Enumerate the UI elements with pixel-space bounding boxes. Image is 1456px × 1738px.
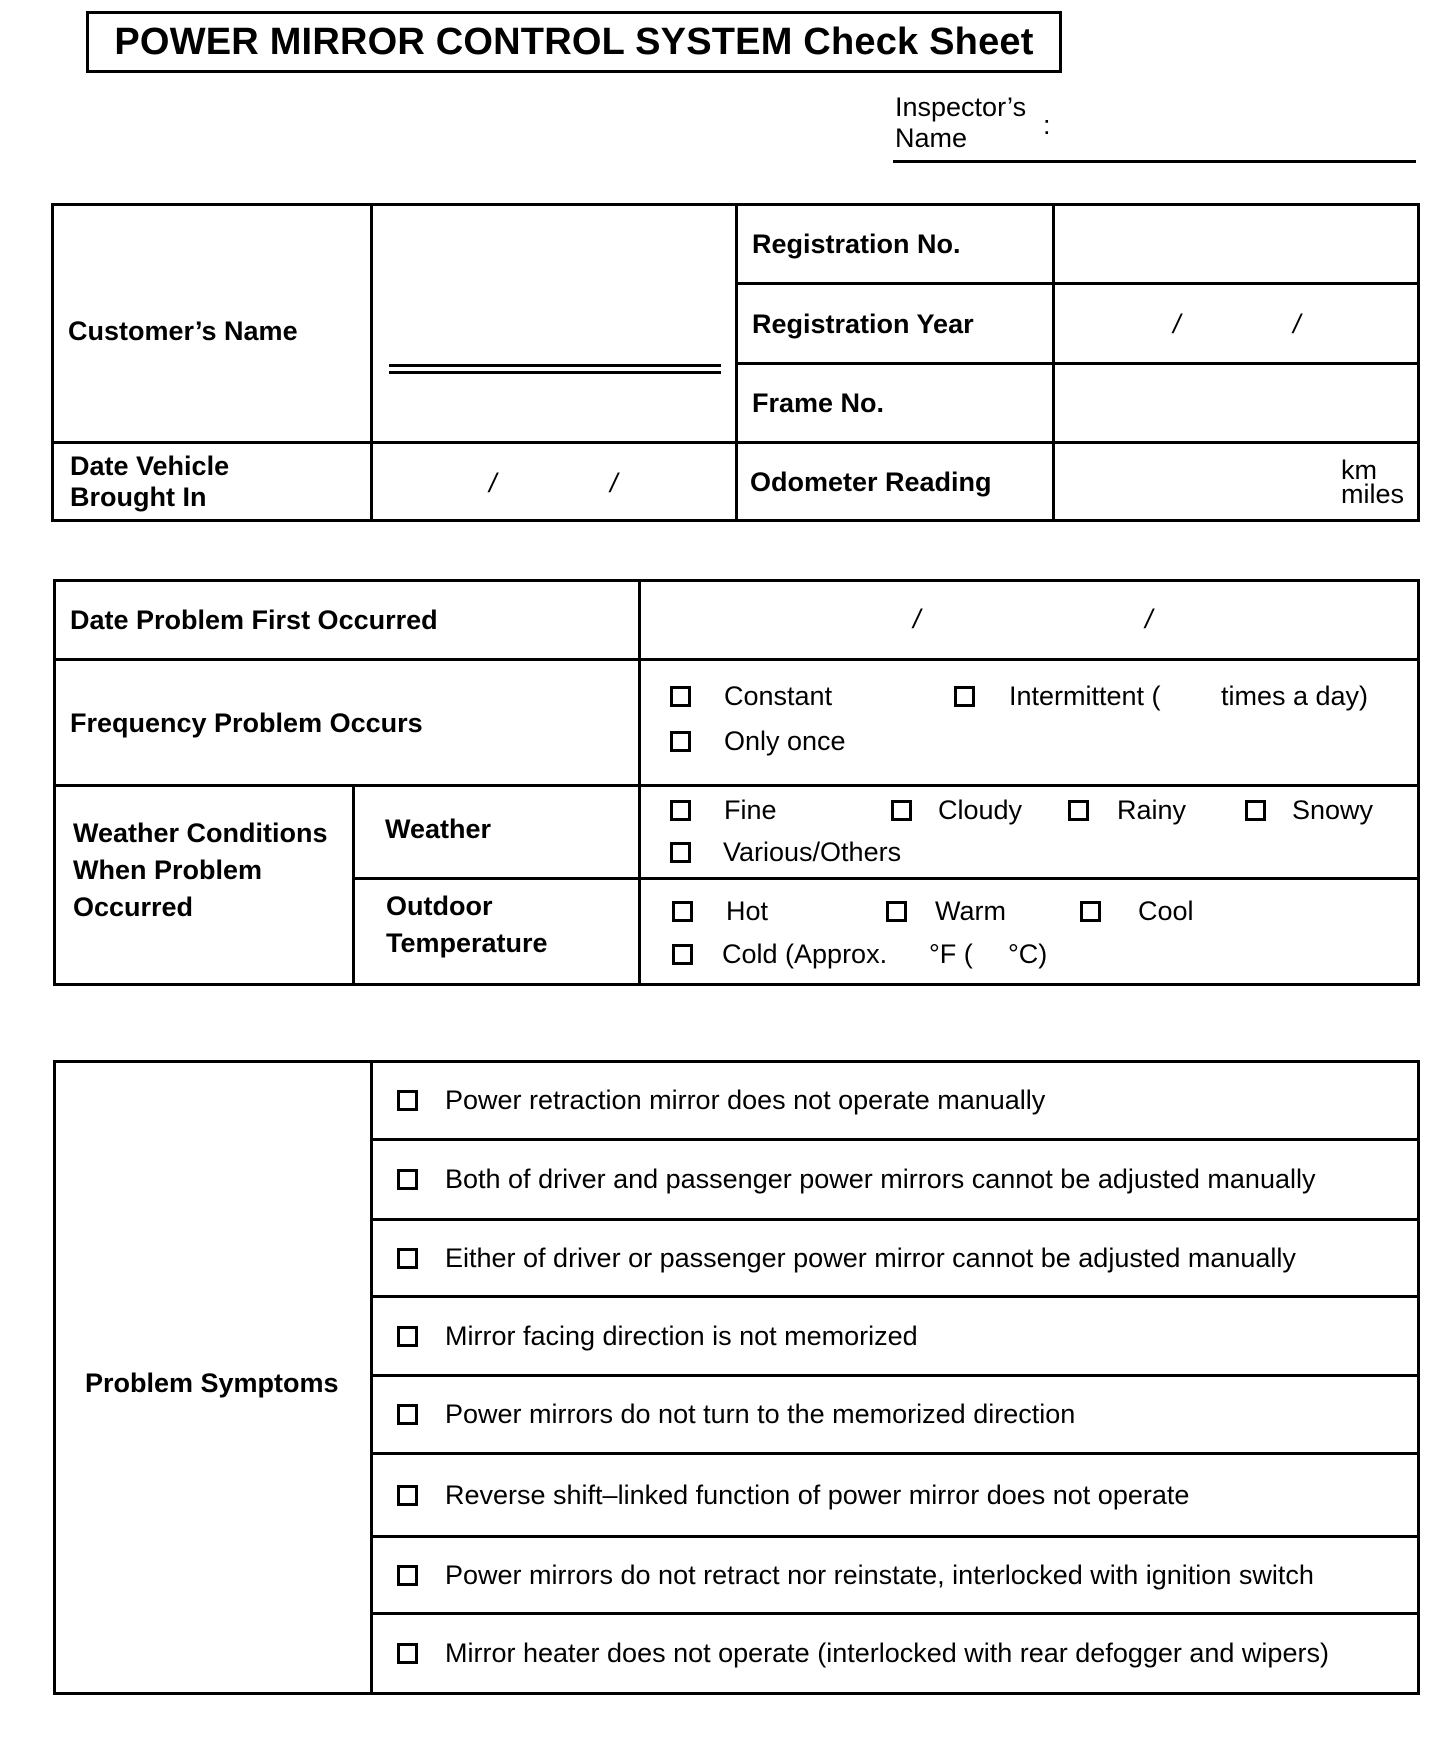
weather-conditions-label: Weather Conditions When Problem Occurred [55,786,354,985]
date-separator: / [913,604,921,634]
symptom-item[interactable] [372,1140,1419,1220]
symptom-text: Power mirrors do not retract nor reinstate, interlocked with ignition switch [445,1559,1314,1590]
checkbox[interactable] [670,686,691,707]
temperature-label: Outdoor Temperature [354,879,640,985]
registration-year-field[interactable] [1054,284,1419,364]
date-separator: / [1293,309,1301,339]
option-cool[interactable]: Cool [1080,896,1194,927]
weather-options [640,786,1419,879]
weather-label: Weather [354,786,640,879]
customer-name-double-line [389,364,721,374]
odometer-unit-miles: miles [1341,479,1405,509]
date-separator: / [1145,604,1153,634]
option-rainy[interactable]: Rainy [1068,795,1186,826]
frequency-label: Frequency Problem Occurs [55,660,640,786]
checkbox[interactable] [397,1090,418,1111]
times-a-day-label: times a day) [1221,681,1369,711]
symptom-item[interactable] [372,1297,1419,1376]
inspector-name-field[interactable] [893,160,1416,163]
date-first-occurred-field[interactable] [640,581,1419,660]
symptom-text: Power mirrors do not turn to the memorized direction [445,1399,1076,1429]
symptom-item[interactable] [372,1376,1419,1454]
date-brought-in-field[interactable] [372,443,737,521]
checkbox[interactable] [672,901,693,922]
frame-no-label: Frame No. [737,364,1054,443]
registration-year-label: Registration Year [737,284,1054,364]
customer-name-field[interactable] [372,205,737,443]
option-constant[interactable]: Constant [670,681,832,712]
date-brought-in-label-line1: Date Vehicle [70,450,230,481]
frame-no-field[interactable] [1054,364,1419,443]
fahrenheit-label: °F ( [929,939,973,969]
date-brought-in-label-line2: Brought In [70,481,207,512]
date-separator: / [1173,309,1181,339]
checkbox[interactable] [397,1248,418,1269]
symptom-item[interactable] [372,1062,1419,1140]
inspector-colon: : [1043,110,1051,140]
temperature-options [640,879,1419,985]
date-separator: / [489,468,497,498]
symptom-text: Power retraction mirror does not operate manually [445,1085,1046,1115]
checkbox[interactable] [672,944,693,965]
symptom-text: Either of driver or passenger power mirror cannot be adjusted manually [445,1242,1296,1273]
option-only-once[interactable]: Only once [670,726,846,757]
registration-no-label: Registration No. [737,205,1054,284]
checkbox[interactable] [670,842,691,863]
customer-name-label: Customer’s Name [53,205,372,443]
checkbox[interactable] [891,800,912,821]
option-fine[interactable]: Fine [670,795,777,826]
symptom-item[interactable] [372,1220,1419,1297]
option-hot[interactable]: Hot [672,896,768,927]
option-warm[interactable]: Warm [886,896,1006,927]
option-cold[interactable]: Cold (Approx. [672,939,887,970]
symptom-row [55,1062,1419,1140]
symptom-text: Both of driver and passenger power mirrors cannot be adjusted manually [445,1164,1316,1194]
symptoms-table [53,1060,1420,1695]
checkbox[interactable] [1080,901,1101,922]
registration-no-field[interactable] [1054,205,1419,284]
checkbox[interactable] [397,1643,418,1664]
odometer-unit-km: km [1341,455,1377,485]
inspector-label-line2: Name [895,123,968,153]
problem-symptoms-label: Problem Symptoms [55,1062,372,1694]
symptom-text: Mirror heater does not operate (interlocked with rear defogger and wipers) [445,1638,1329,1668]
option-snowy[interactable]: Snowy [1245,795,1373,826]
symptom-item[interactable] [372,1537,1419,1614]
symptom-text: Mirror facing direction is not memorized [445,1320,918,1351]
celsius-label: °C) [1008,939,1048,969]
checkbox[interactable] [954,686,975,707]
checkbox[interactable] [670,731,691,752]
date-brought-in-label [53,443,372,521]
date-first-occurred-label: Date Problem First Occurred [55,581,640,660]
checkbox[interactable] [397,1485,418,1506]
odometer-units [1341,455,1405,509]
checkbox[interactable] [397,1169,418,1190]
symptom-text: Reverse shift–linked function of power mirror does not operate [445,1479,1190,1510]
checkbox[interactable] [670,800,691,821]
odometer-field[interactable] [1054,443,1419,521]
vehicle-info-table [51,203,1420,522]
checkbox[interactable] [1245,800,1266,821]
checkbox[interactable] [886,901,907,922]
option-cloudy[interactable]: Cloudy [891,795,1022,826]
symptom-item[interactable] [372,1614,1419,1694]
option-intermittent[interactable]: Intermittent ( [954,681,1161,712]
page-title: POWER MIRROR CONTROL SYSTEM Check Sheet [86,11,1062,73]
symptom-item[interactable] [372,1454,1419,1537]
checkbox[interactable] [1068,800,1089,821]
conditions-table [53,579,1420,986]
checkbox[interactable] [397,1565,418,1586]
checkbox[interactable] [397,1404,418,1425]
odometer-label: Odometer Reading [737,443,1054,521]
frequency-options [640,660,1419,786]
checkbox[interactable] [397,1326,418,1347]
inspector-label [895,92,1026,154]
inspector-label-line1: Inspector’s [895,92,1027,122]
date-separator: / [610,468,618,498]
option-various[interactable]: Various/Others [670,837,901,868]
